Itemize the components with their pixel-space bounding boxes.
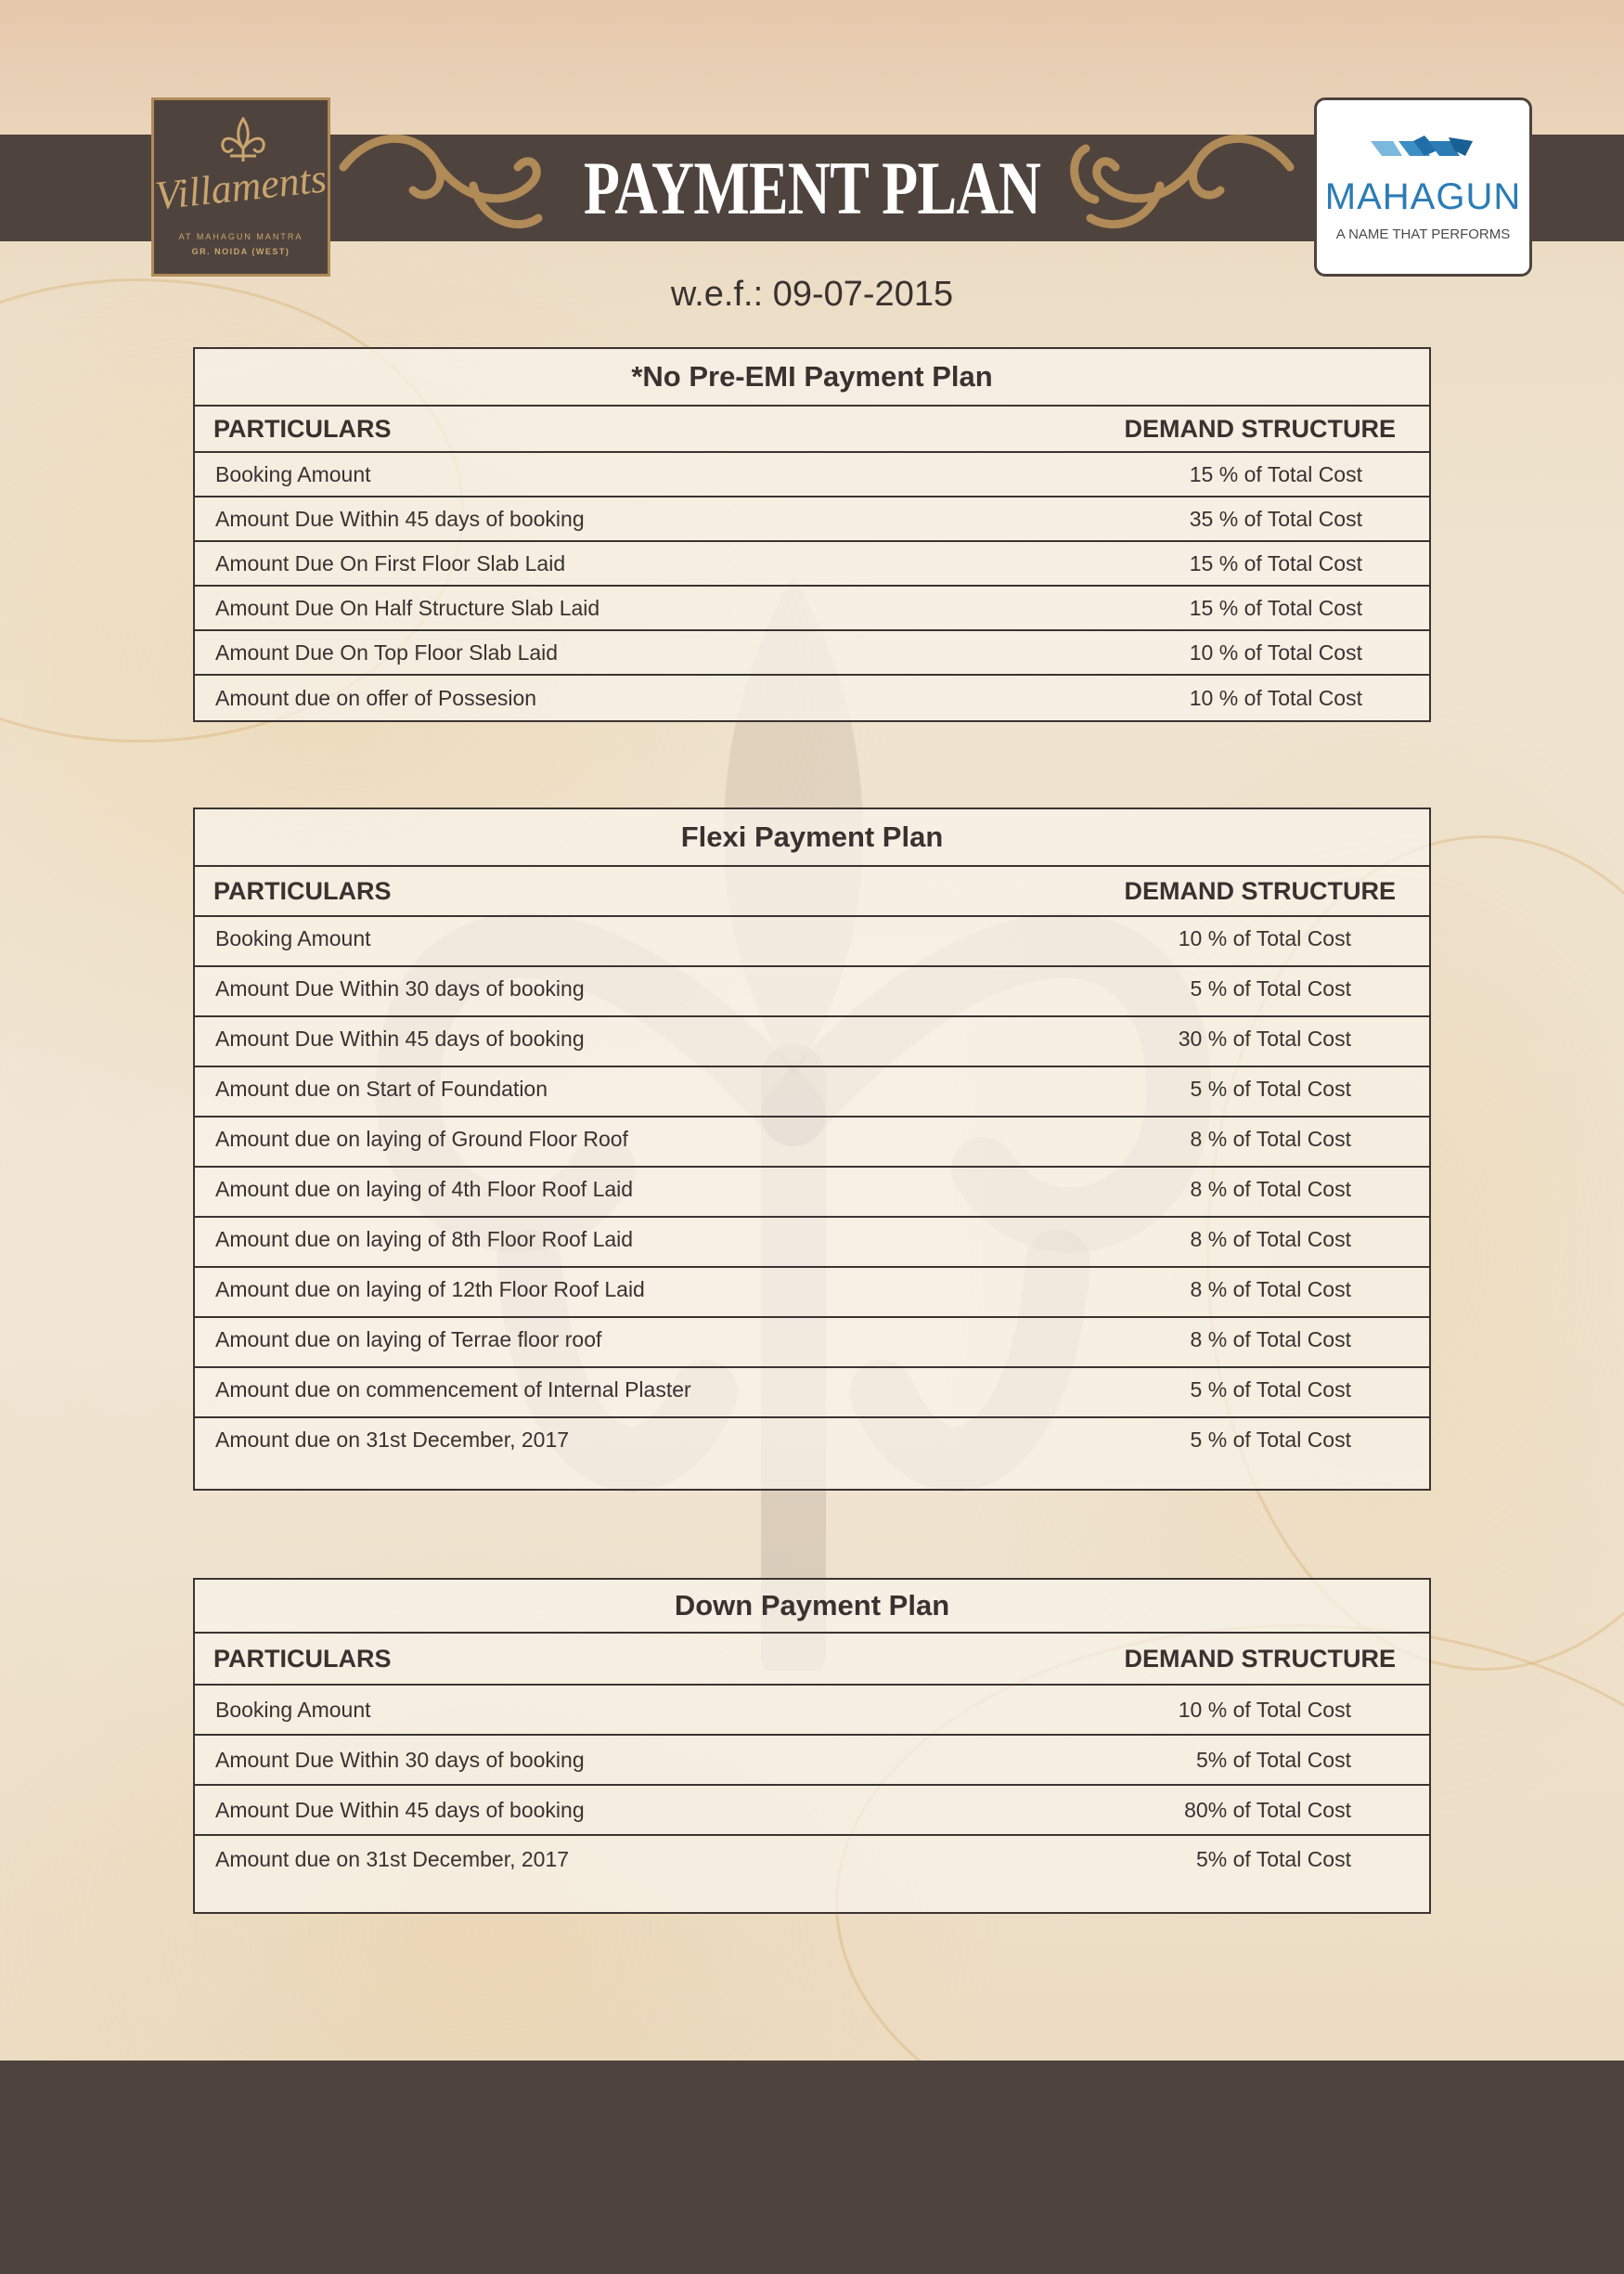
table-row [195, 497, 1429, 542]
particular-cell: Amount Due Within 45 days of booking [215, 1797, 585, 1822]
demand-cell: 80% of Total Cost [1184, 1797, 1351, 1822]
villaments-subtitle: AT MAHAGUN MANTRA [178, 232, 303, 241]
demand-cell: 10 % of Total Cost [1178, 1697, 1351, 1722]
no-pre-emi-plan-table [193, 347, 1431, 722]
particular-cell: Amount due on laying of 8th Floor Roof Laid [215, 1227, 634, 1251]
particular-cell: Amount Due Within 45 days of booking [215, 506, 585, 531]
particular-cell: Booking Amount [215, 926, 371, 950]
demand-cell: 5% of Total Cost [1195, 1747, 1351, 1772]
demand-cell: 35 % of Total Cost [1189, 506, 1362, 531]
table-row [195, 453, 1429, 497]
table-row [195, 1118, 1429, 1168]
villaments-name: Villaments [152, 155, 329, 219]
table-row [195, 631, 1429, 676]
column-header-particulars: PARTICULARS [213, 414, 392, 443]
particular-cell: Amount Due Within 45 days of booking [215, 1027, 585, 1051]
demand-cell: 15 % of Total Cost [1189, 461, 1362, 486]
particular-cell: Amount Due On First Floor Slab Laid [215, 550, 566, 575]
effective-date: w.e.f.: 09-07-2015 [670, 275, 954, 314]
column-header-demand: DEMAND STRUCTURE [1124, 876, 1396, 905]
table-header [195, 1634, 1429, 1686]
particular-cell: Amount due on offer of Possesion [215, 685, 537, 710]
particular-cell: Booking Amount [215, 461, 371, 486]
down-payment-plan-table [193, 1578, 1431, 1914]
particular-cell: Amount Due Within 30 days of booking [215, 976, 585, 1001]
table-header [195, 867, 1429, 917]
particular-cell: Amount Due On Half Structure Slab Laid [215, 595, 600, 620]
particular-cell: Amount due on 31st December, 2017 [215, 1428, 570, 1452]
demand-cell: 10 % of Total Cost [1189, 685, 1362, 710]
demand-cell: 5% of Total Cost [1195, 1847, 1351, 1871]
column-header-demand: DEMAND STRUCTURE [1124, 414, 1396, 443]
particular-cell: Amount Due On Top Floor Slab Laid [215, 640, 559, 665]
plan-title: *No Pre-EMI Payment Plan [195, 349, 1429, 407]
demand-cell: 5 % of Total Cost [1190, 1377, 1351, 1402]
particular-cell: Amount due on commencement of Internal Plaster [215, 1377, 691, 1402]
table-row [195, 917, 1429, 967]
particular-cell: Amount due on laying of 4th Floor Roof Laid [215, 1177, 634, 1201]
table-row [195, 967, 1429, 1017]
table-row [195, 1017, 1429, 1067]
table-row [195, 1318, 1429, 1368]
table-row [195, 1686, 1429, 1736]
demand-cell: 8 % of Total Cost [1190, 1327, 1351, 1351]
flexi-plan-table [193, 808, 1431, 1491]
particular-cell: Amount due on 31st December, 2017 [215, 1847, 570, 1871]
table-row [195, 1368, 1429, 1418]
table-row [195, 676, 1429, 720]
demand-cell: 5 % of Total Cost [1190, 1077, 1351, 1101]
table-row [195, 1736, 1429, 1786]
column-header-particulars: PARTICULARS [213, 1644, 392, 1673]
mahagun-logo [1314, 97, 1532, 277]
particular-cell: Amount due on laying of Ground Floor Roof [215, 1127, 628, 1151]
demand-cell: 15 % of Total Cost [1189, 595, 1362, 620]
particular-cell: Amount due on laying of 12th Floor Roof Laid [215, 1277, 645, 1301]
demand-cell: 5 % of Total Cost [1190, 1428, 1351, 1452]
column-header-particulars: PARTICULARS [213, 876, 392, 905]
table-row [195, 1218, 1429, 1268]
demand-cell: 8 % of Total Cost [1190, 1177, 1351, 1201]
table-header [195, 407, 1429, 453]
demand-cell: 8 % of Total Cost [1190, 1227, 1351, 1251]
mahagun-tagline: A NAME THAT PERFORMS [1335, 226, 1511, 242]
demand-cell: 8 % of Total Cost [1190, 1277, 1351, 1301]
demand-cell: 10 % of Total Cost [1178, 926, 1351, 950]
table-row [195, 1168, 1429, 1218]
demand-cell: 5 % of Total Cost [1190, 976, 1351, 1001]
mahagun-name: MAHAGUN [1324, 176, 1522, 217]
demand-cell: 8 % of Total Cost [1190, 1127, 1351, 1151]
mahagun-mark-icon [1371, 136, 1480, 163]
demand-cell: 30 % of Total Cost [1178, 1027, 1351, 1051]
table-row [195, 1268, 1429, 1318]
footer-band [0, 2061, 1624, 2274]
demand-cell: 15 % of Total Cost [1189, 550, 1362, 575]
plan-title: Down Payment Plan [195, 1580, 1429, 1634]
villaments-location: GR. NOIDA (WEST) [191, 247, 290, 256]
particular-cell: Amount Due Within 30 days of booking [215, 1747, 585, 1772]
table-row [195, 1836, 1429, 1912]
table-row [195, 542, 1429, 587]
particular-cell: Amount due on Start of Foundation [215, 1077, 548, 1101]
particular-cell: Amount due on laying of Terrae floor roof [215, 1327, 602, 1351]
table-row [195, 1418, 1429, 1489]
page-title: PAYMENT PLAN [583, 145, 1041, 230]
fleur-icon [215, 117, 271, 163]
table-row [195, 1786, 1429, 1836]
villaments-logo [151, 97, 330, 277]
demand-cell: 10 % of Total Cost [1189, 640, 1362, 665]
particular-cell: Booking Amount [215, 1697, 371, 1722]
table-row [195, 1067, 1429, 1118]
column-header-demand: DEMAND STRUCTURE [1124, 1644, 1396, 1673]
plan-title: Flexi Payment Plan [195, 809, 1429, 867]
table-row [195, 587, 1429, 631]
